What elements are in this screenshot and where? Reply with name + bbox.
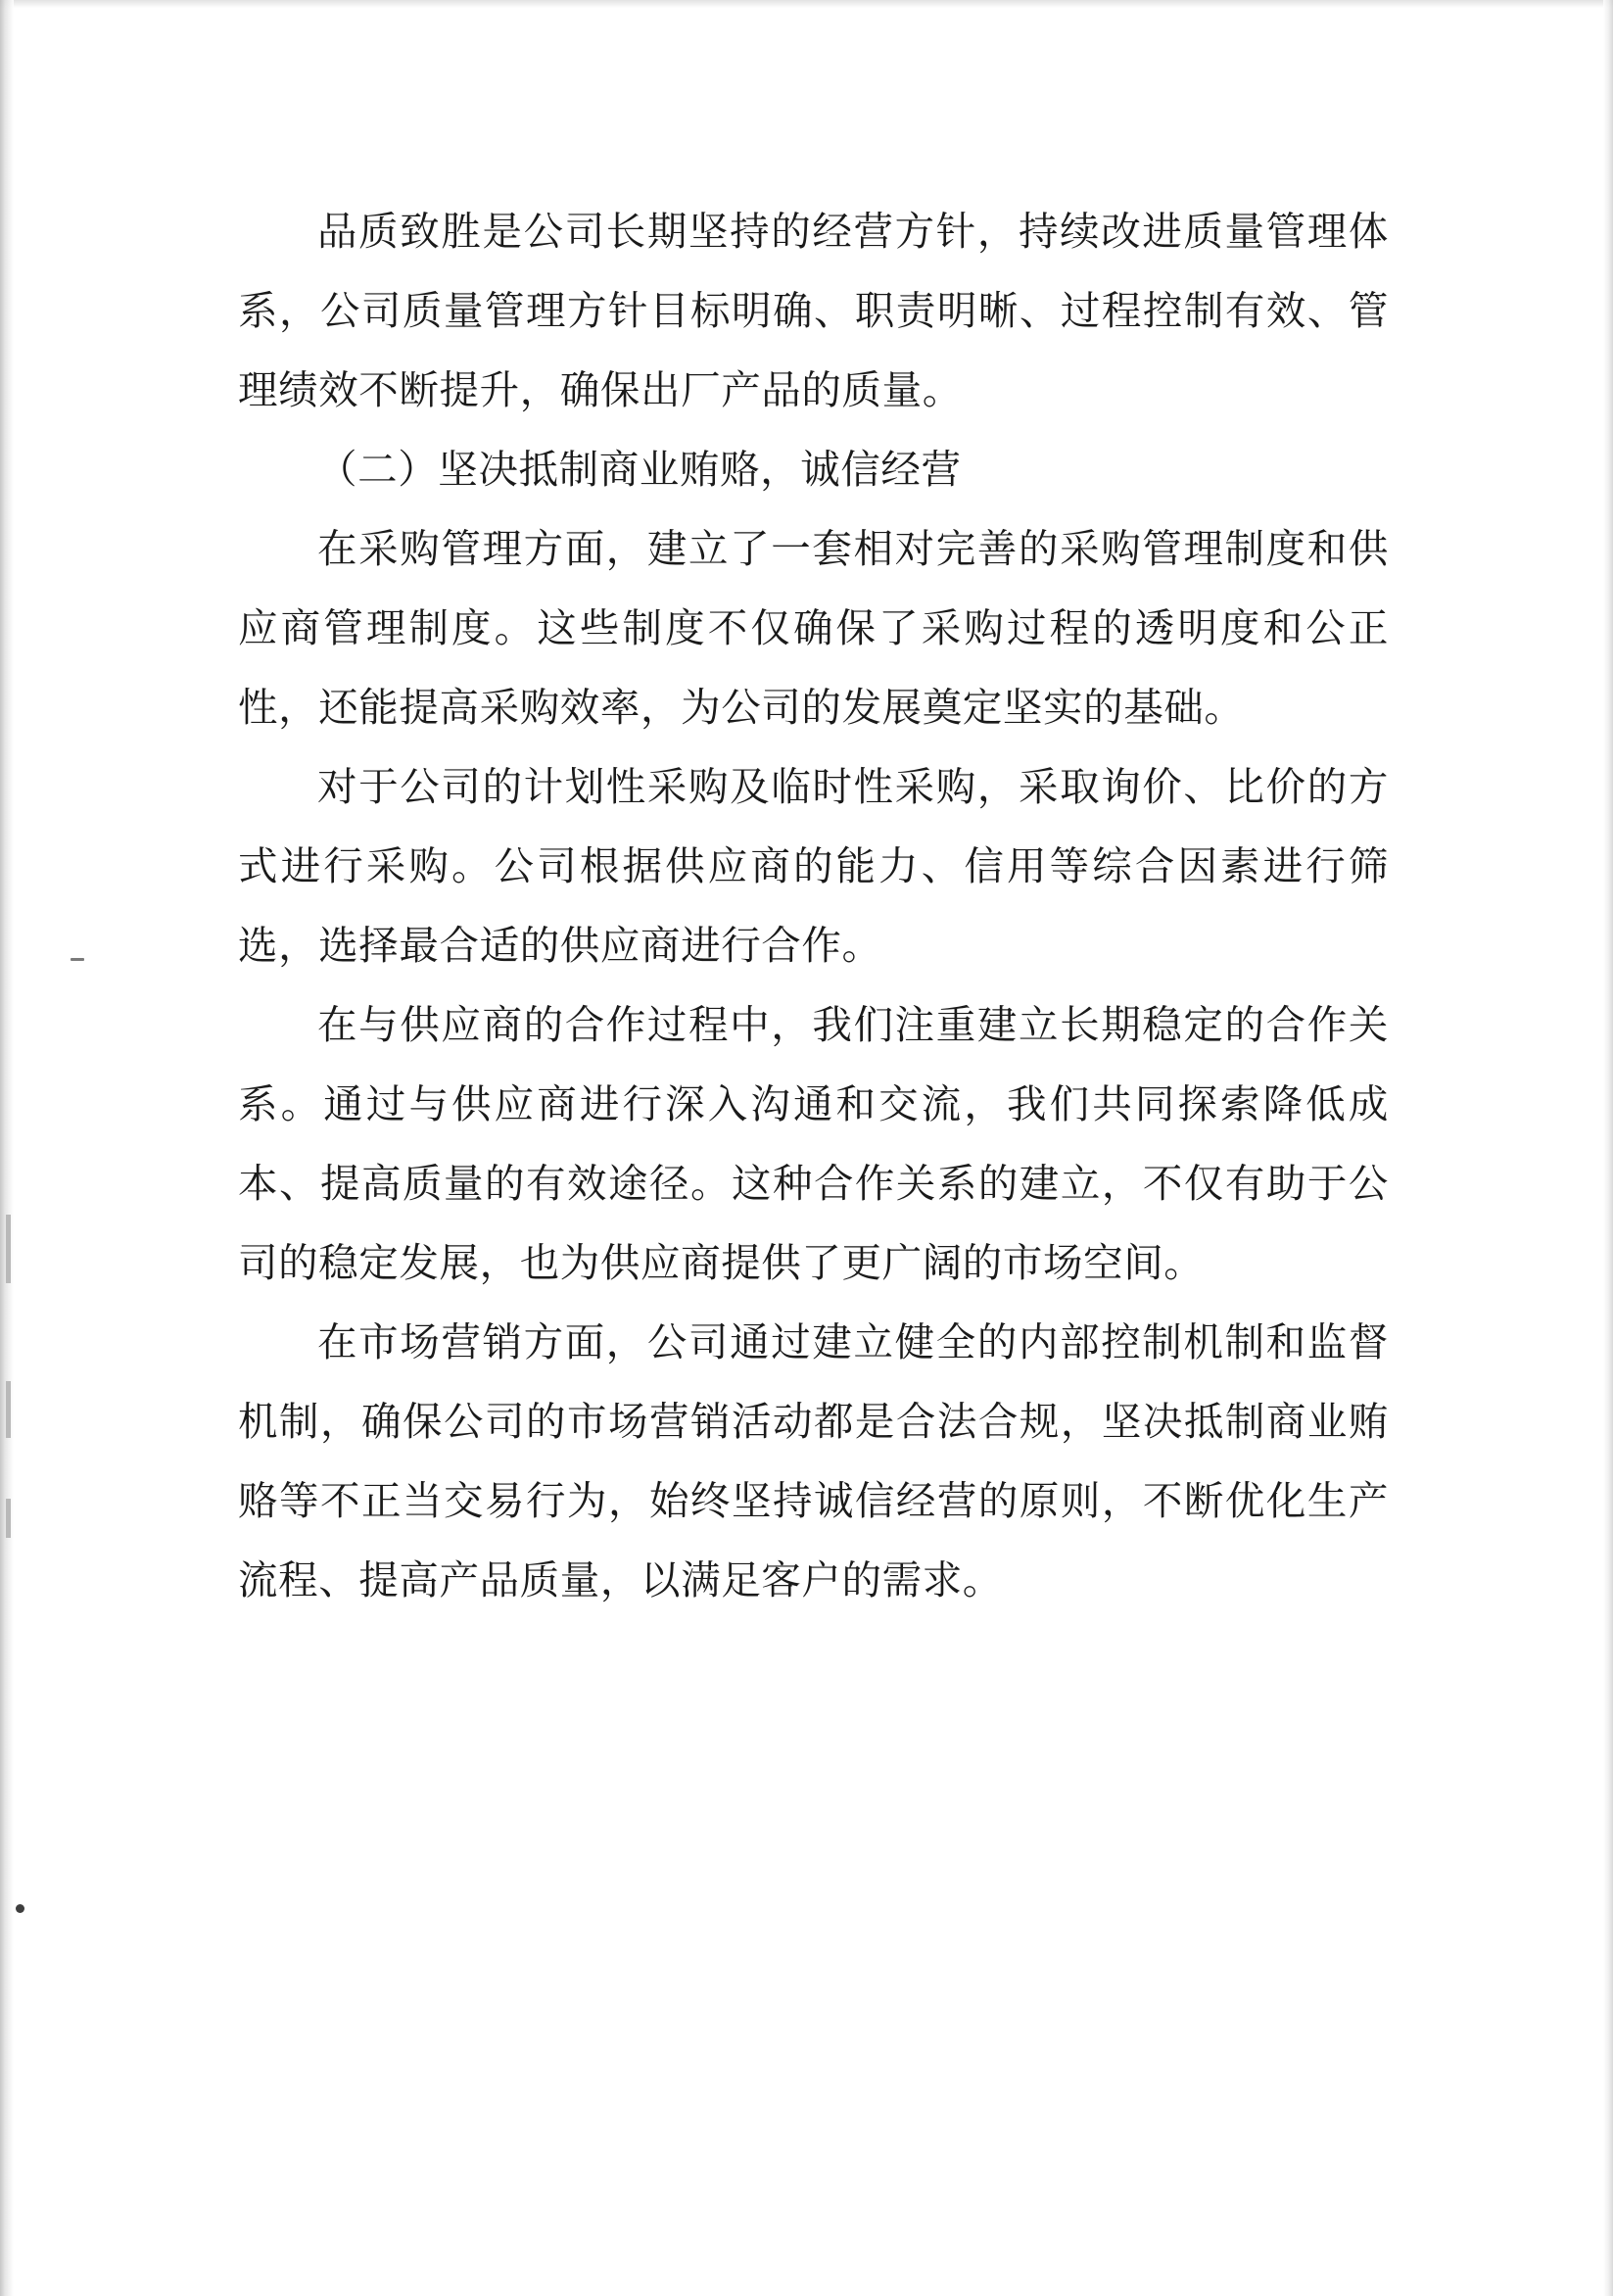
section-heading: （二）坚决抵制商业贿赂，诚信经营 — [317, 446, 962, 493]
document-body — [238, 192, 1389, 1620]
scan-edge-right — [1603, 0, 1613, 2296]
scan-edge-top — [0, 0, 1613, 8]
scan-artifact-mark — [6, 1381, 11, 1438]
paragraph-marketing-compliance: 在市场营销方面，公司通过建立健全的内部控制机制和监督机制，确保公司的市场营销活动都是合法合规，坚决抵制商业贿赂等不正当交易行为，始终坚持诚信经营的原则，不断优化生产流程、提高产品质量，以满足客户的需求。 — [238, 1318, 1389, 1603]
scan-artifact-mark — [6, 1215, 11, 1283]
scan-edge-left — [0, 0, 14, 2296]
scan-speck — [71, 958, 84, 961]
scan-artifact-mark — [6, 1499, 11, 1538]
paragraph-supplier-cooperation: 在与供应商的合作过程中，我们注重建立长期稳定的合作关系。通过与供应商进行深入沟通和交流，我们共同探索降低成本、提高质量的有效途径。这种合作关系的建立，不仅有助于公司的稳定发展，也为供应商提供了更广阔的市场空间。 — [238, 1001, 1389, 1286]
paragraph-quality-policy: 品质致胜是公司长期坚持的经营方针，持续改进质量管理体系，公司质量管理方针目标明确、职责明晰、过程控制有效、管理绩效不断提升，确保出厂产品的质量。 — [238, 208, 1389, 413]
paragraph-procurement-method: 对于公司的计划性采购及临时性采购，采取询价、比价的方式进行采购。公司根据供应商的能力、信用等综合因素进行筛选，选择最合适的供应商进行合作。 — [238, 763, 1389, 969]
scan-speck — [16, 1904, 24, 1913]
paragraph-procurement-system: 在采购管理方面，建立了一套相对完善的采购管理制度和供应商管理制度。这些制度不仅确保了采购过程的透明度和公正性，还能提高采购效率，为公司的发展奠定坚实的基础。 — [238, 525, 1389, 731]
